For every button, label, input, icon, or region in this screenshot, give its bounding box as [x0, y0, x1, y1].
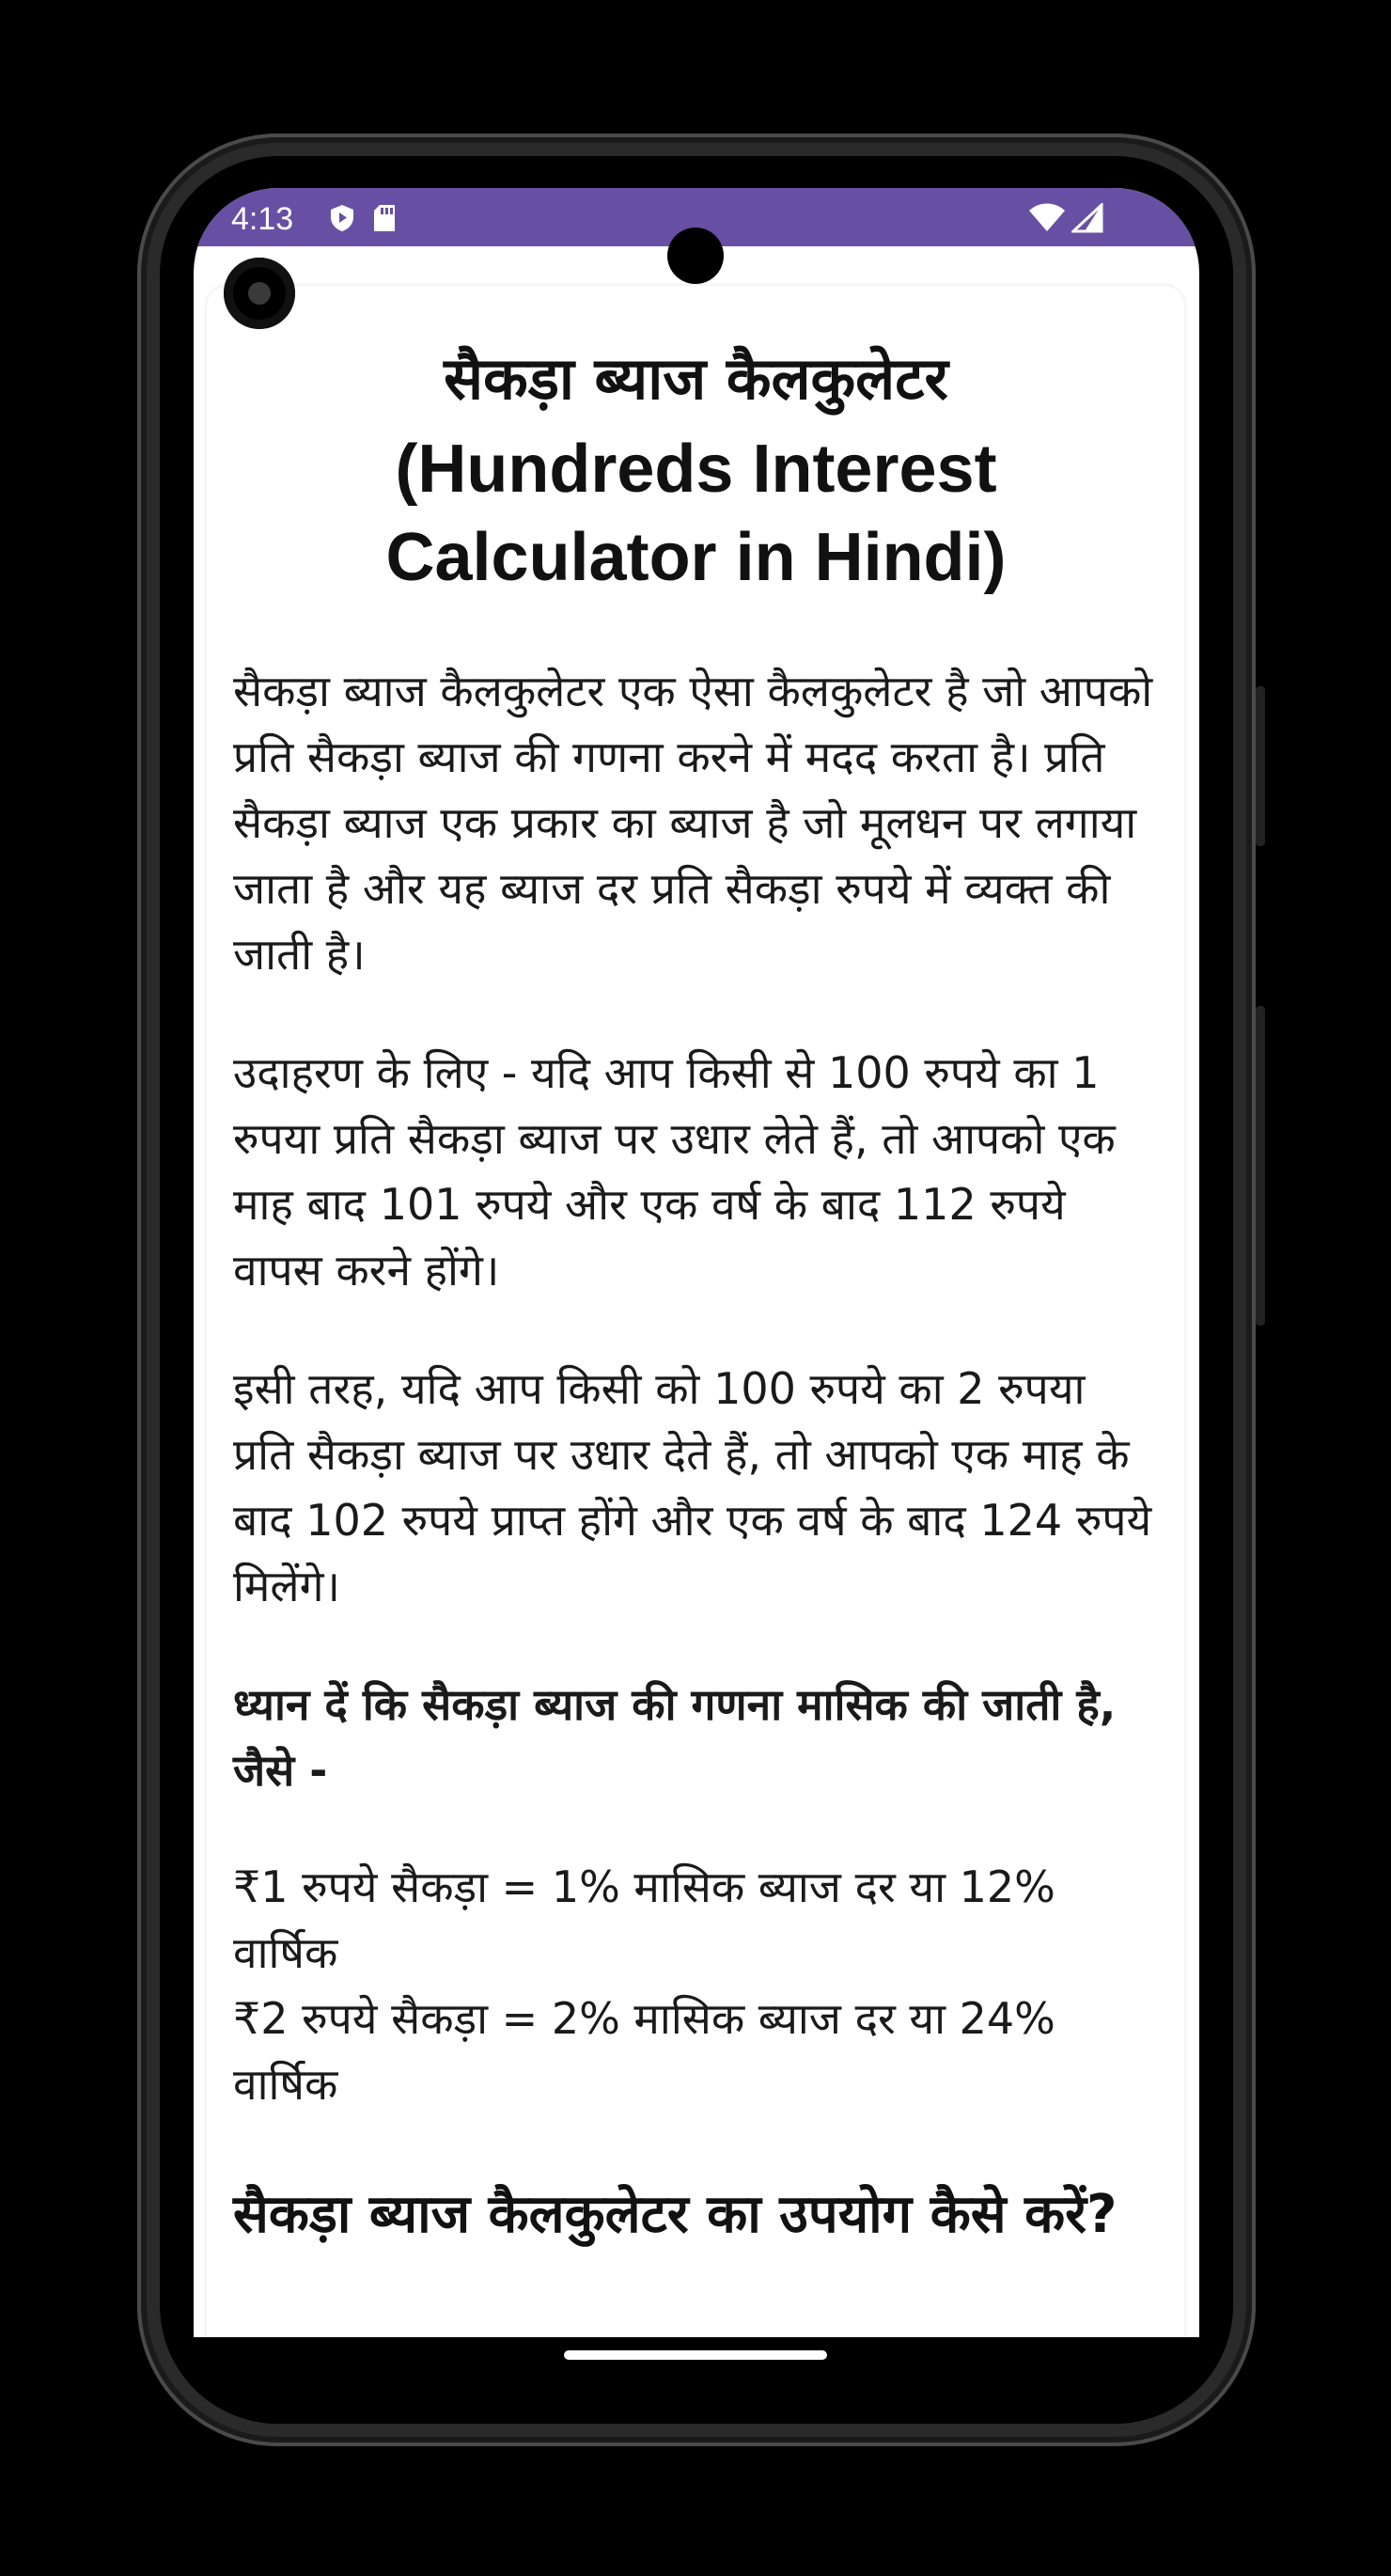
article-card	[207, 286, 1184, 2369]
intro-paragraph: सैकड़ा ब्याज कैलकुलेटर एक ऐसा कैलकुलेटर है जो आपको प्रति सैकड़ा ब्याज की गणना करने में मदद करता है। प्रति सैकड़ा ब्याज एक प्रकार का ब्याज है जो मूलधन पर लगाया जाता है और यह ब्याज दर प्रति सैकड़ा रुपये में व्यक्त की जाती है।	[233, 666, 1153, 980]
monthly-note: ध्यान दें कि सैकड़ा ब्याज की गणना मासिक की जाती है, जैसे -	[233, 1679, 1117, 1796]
sd-card-icon	[372, 203, 397, 237]
status-time: 4:13	[231, 201, 294, 237]
page-title	[233, 333, 1159, 602]
home-gesture-handle[interactable]	[564, 2350, 827, 2360]
example-paragraph-lend: इसी तरह, यदि आप किसी को 100 रुपये का 2 रुपया प्रति सैकड़ा ब्याज पर उधार देते हैं, तो आपको एक माह के बाद 102 रुपये प्राप्त होंगे और एक वर्ष के बाद 124 रुपये मिलेंगे।	[233, 1363, 1152, 1611]
rate-examples	[233, 1854, 1159, 2117]
article-content	[233, 333, 1159, 2254]
app-viewport	[194, 188, 1199, 2369]
title-hindi: सैकड़ा ब्याज कैलकुलेटर	[444, 344, 948, 413]
play-protect-icon	[327, 203, 357, 237]
rear-camera-icon	[224, 258, 295, 329]
rate-line-2: ₹2 रुपये सैकड़ा = 2% मासिक ब्याज दर या 24% वार्षिक	[233, 1993, 1055, 2110]
example-paragraph-borrow: उदाहरण के लिए - यदि आप किसी से 100 रुपये का 1 रुपया प्रति सैकड़ा ब्याज पर उधार लेते हैं, तो आपको एक माह बाद 101 रुपये और एक वर्ष के बाद 112 रुपये वापस करने होंगे।	[233, 1047, 1116, 1296]
section-heading: सैकड़ा ब्याज कैलकुलेटर का उपयोग कैसे करें?	[233, 2184, 1117, 2245]
volume-button	[1256, 1006, 1265, 1326]
power-button	[1256, 686, 1265, 846]
rate-line-1: ₹1 रुपये सैकड़ा = 1% मासिक ब्याज दर या 12% वार्षिक	[233, 1861, 1055, 1978]
wifi-icon	[1028, 203, 1066, 237]
phone-screen	[160, 156, 1233, 2424]
signal-icon	[1071, 203, 1103, 237]
front-camera-icon	[667, 228, 724, 284]
title-english: (Hundreds Interest Calculator in Hindi)	[385, 432, 1007, 595]
